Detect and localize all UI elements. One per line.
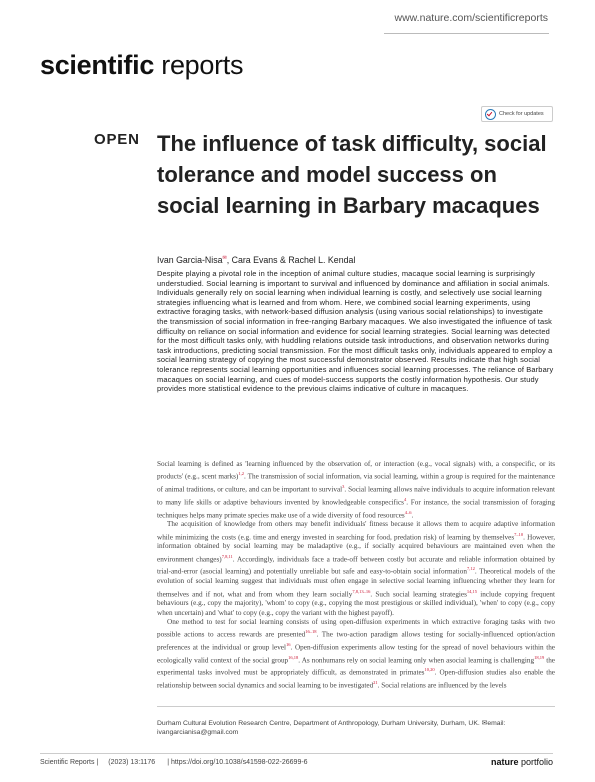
- citation-ref[interactable]: 16–18: [305, 629, 317, 635]
- author-others: , Cara Evans & Rachel L. Kendal: [226, 255, 356, 265]
- citation-ref[interactable]: 7,8,11: [221, 553, 233, 559]
- citation-ref[interactable]: 7,8,13–16: [352, 588, 371, 594]
- publisher-name-bold: nature: [490, 757, 519, 767]
- author-corresponding[interactable]: Ivan Garcia-Nisa: [157, 255, 223, 265]
- body-text: . Theoretical models of the evolution of social learning suggest that individuals must often engage in selective social learning influencing whether they learn for themselves and if not, what and from whom they learn socially: [157, 567, 556, 598]
- abstract: Despite playing a pivotal role in the inception of animal culture studies, macaque social learning is surprisingly understudied. Social learning is important to survival and influenced by dominance and affiliation in social animals. Individuals generally rely on social learning when individual learning is costly, and selectively use social learning strategies influencing what is learned and from whom. Here, we combined social learning experiments, using extractive foraging tasks, with network-based diffusion analysis (using various social relationships) to investigate the transmission of social information in free-ranging Barbary macaques. We also investigated the influence of task difficulty on reliance on social information and evidence for social learning strategies. Social learning was detected for the most difficult tasks only, with huddling relations outside task introductions, and observation networks during task introductions, predicting social transmission. For the most difficult tasks only, individuals appeared to employ a social learning strategy of copying the most successful demonstrator observed. Results indicate that high social tolerance represents social learning opportunities and influences social learning processes. The reliance of Barbary macaques on social learning, and cues of model-success supports the costly information hypothesis. Our study provides more statistical evidence to the previous claims indicative of culture in macaques.: [157, 269, 554, 394]
- body-text: . Social relations are influenced by the levels: [377, 681, 507, 690]
- check-updates-icon: [485, 109, 496, 120]
- citation-ref[interactable]: 18,19: [534, 654, 545, 660]
- citation-ref[interactable]: 3: [342, 484, 345, 490]
- body-text: One method to test for social learning consists of using open-diffusion experiments in which extractive foraging tasks with two possible actions to access rewards are presented: [157, 617, 555, 639]
- body-text: .: [411, 510, 414, 519]
- author-list: [157, 255, 355, 265]
- article-title: The influence of task difficulty, social tolerance and model success on social learning in Barbary macaques: [157, 131, 547, 218]
- corresponding-email[interactable]: email: ivangarcianisa@gmail.com: [157, 720, 506, 736]
- body-text: include copying frequent behaviours (e.g., copy the majority), 'whom' to copy (e.g., copying the most prestigious or skilled individual), 'when' to copy (e.g., copy when uncertain) and 'what' to copy (e.g., copy the variant with the highest payoff).: [157, 589, 555, 617]
- journal-logo: [40, 50, 243, 81]
- citation-ref[interactable]: 16: [286, 642, 291, 648]
- affiliation-rule: [157, 706, 555, 707]
- body-text: the experimental tasks involved must be appropriately difficult, as demonstrated in primates: [157, 656, 556, 677]
- publisher-logo: [491, 757, 553, 767]
- journal-url[interactable]: www.nature.com/scientificreports: [394, 12, 548, 24]
- citation-ref[interactable]: 16,18: [288, 654, 299, 660]
- body-text: . However, information obtained by social learning may be maladaptive (e.g., if socially acquired behaviours are maintained even when the environment changes): [157, 533, 556, 564]
- citation-ref[interactable]: 7,12: [466, 566, 475, 572]
- footer-journal: Scientific Reports |: [40, 758, 99, 766]
- email-icon[interactable]: ✉: [222, 255, 227, 262]
- body-text: . Social learning allows naïve individuals to acquire information relevant to many life skills or adaptive behaviours invented by knowledgeable conspecifics: [157, 485, 555, 507]
- check-for-updates-button[interactable]: [481, 106, 553, 122]
- body-paragraph-3: [157, 618, 555, 691]
- body-text: . The transmission of social information, via social learning, within a group is required for the maintenance of animal traditions, or culture, and can be important to survival: [157, 472, 556, 494]
- affiliation: [157, 719, 555, 737]
- affiliation-text: Durham Cultural Evolution Research Centre, Department of Anthropology, Durham University, Durham, UK.: [157, 720, 482, 727]
- footer-rule: [40, 753, 553, 754]
- body-text: . Open-diffusion experiments allow testing for the spread of novel behaviours within the ecologically valid context of the social group: [157, 643, 555, 665]
- citation-ref[interactable]: 1,2: [238, 471, 244, 477]
- header-rule: [384, 33, 549, 34]
- citation-ref[interactable]: 21: [373, 680, 378, 686]
- open-access-label: OPEN: [94, 131, 140, 148]
- page-footer: [40, 757, 553, 767]
- email-icon: ✉: [481, 720, 488, 727]
- body-text: Social learning is defined as 'learning influenced by the observation of, or interaction (e.g., vocal signals) with, a conspecific, or its products' (e.g., scent marks): [157, 460, 555, 481]
- body-text: . Open-diffusion studies also enable the relationship between social dynamics and social learning to be investigated: [157, 668, 555, 690]
- journal-name-regular: reports: [154, 50, 244, 80]
- body-text: . The two-action paradigm allows testing for socially-influenced option/action preferences at the individual or group level: [157, 630, 555, 652]
- body-text: . Accordingly, individuals face a trade-off between costly but accurate and reliable information obtained by trial-and-error (asocial learning) and potentially unreliable but safe and easy-to-obtain social information: [157, 555, 555, 576]
- citation-ref[interactable]: 7–10: [514, 531, 524, 537]
- citation-ref[interactable]: 4–6: [404, 509, 412, 515]
- citation-ref[interactable]: 14,15: [466, 588, 478, 594]
- check-updates-label: Check for updates: [499, 111, 544, 117]
- footer-year-volume: (2023) 13:1176: [108, 758, 156, 766]
- journal-name-bold: scientific: [40, 50, 155, 80]
- body-paragraph-2: [157, 520, 555, 618]
- footer-doi-link[interactable]: | https://doi.org/10.1038/s41598-022-26699-6: [167, 758, 308, 766]
- publisher-name-regular: portfolio: [518, 757, 553, 767]
- body-text: . As nonhumans rely on social learning only when asocial learning is challenging: [298, 656, 535, 665]
- article-body: [157, 460, 555, 691]
- body-text: . Such social learning strategies: [370, 589, 467, 598]
- body-text: The acquisition of knowledge from others may benefit individuals' fitness because it allows them to acquire adaptive information while minimizing the costs (e.g. time and energy invested in searching for food, predation risk) of learning by themselves: [157, 520, 555, 542]
- body-text: . For instance, the social transmission of foraging techniques helps many primate species make use of a wide diversity of food resources: [157, 498, 555, 519]
- citation-ref[interactable]: 10,20: [424, 667, 435, 673]
- citation-ref[interactable]: 4: [403, 496, 407, 502]
- body-paragraph-1: [157, 460, 555, 520]
